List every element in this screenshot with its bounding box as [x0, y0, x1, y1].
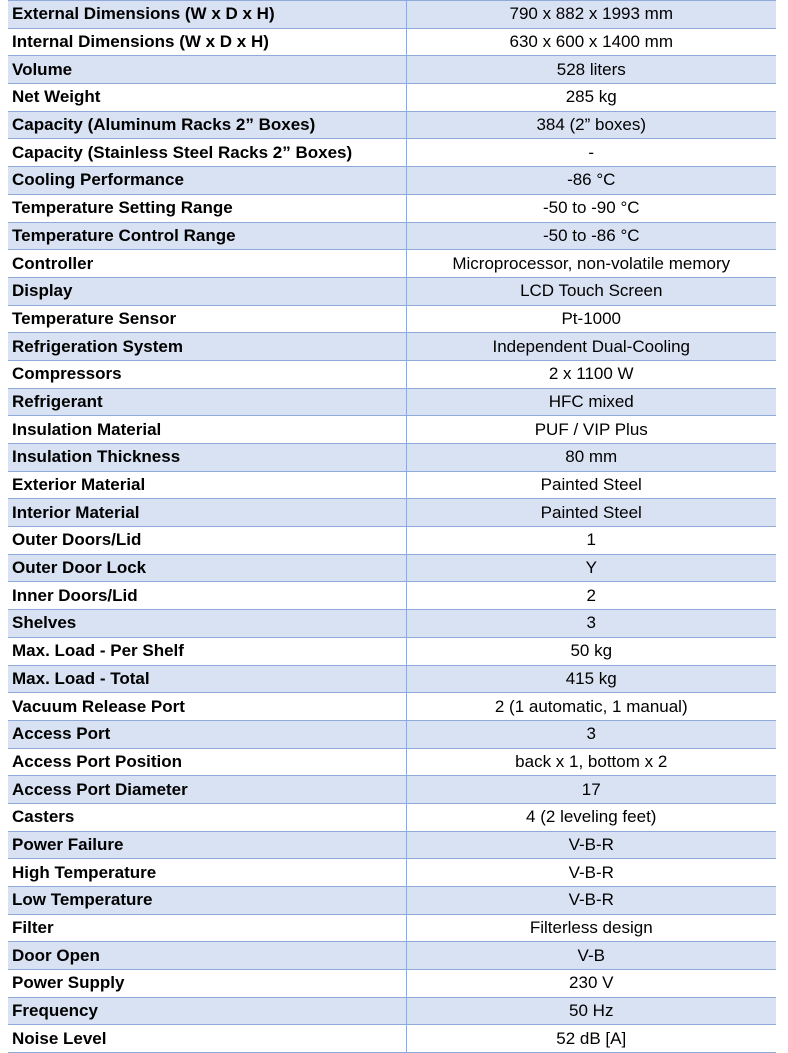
spec-value: 230 V: [406, 970, 776, 998]
table-row: [8, 637, 776, 665]
spec-label: Temperature Sensor: [8, 305, 406, 333]
table-row: [8, 111, 776, 139]
spec-label: Casters: [8, 803, 406, 831]
table-row: [8, 582, 776, 610]
spec-value: 4 (2 leveling feet): [406, 803, 776, 831]
spec-label: Volume: [8, 56, 406, 84]
table-row: [8, 250, 776, 278]
spec-value: V-B-R: [406, 887, 776, 915]
spec-label: Max. Load - Total: [8, 665, 406, 693]
spec-value: PUF / VIP Plus: [406, 416, 776, 444]
spec-value: -50 to -86 °C: [406, 222, 776, 250]
table-row: [8, 1025, 776, 1053]
spec-value: -86 °C: [406, 167, 776, 195]
table-row: [8, 360, 776, 388]
table-row: [8, 914, 776, 942]
spec-label: Access Port Diameter: [8, 776, 406, 804]
spec-label: Power Supply: [8, 970, 406, 998]
table-row: [8, 970, 776, 998]
spec-value: -: [406, 139, 776, 167]
spec-value: Painted Steel: [406, 471, 776, 499]
table-row: [8, 222, 776, 250]
spec-value: 2 x 1100 W: [406, 360, 776, 388]
spec-label: Controller: [8, 250, 406, 278]
spec-value: 2 (1 automatic, 1 manual): [406, 693, 776, 721]
spec-value: V-B: [406, 942, 776, 970]
table-row: [8, 748, 776, 776]
spec-label: Net Weight: [8, 84, 406, 112]
table-row: [8, 997, 776, 1025]
spec-value: 790 x 882 x 1993 mm: [406, 1, 776, 29]
spec-value: 3: [406, 720, 776, 748]
spec-label: Filter: [8, 914, 406, 942]
spec-label: Capacity (Aluminum Racks 2” Boxes): [8, 111, 406, 139]
spec-label: Shelves: [8, 610, 406, 638]
table-row: [8, 388, 776, 416]
table-row: [8, 527, 776, 555]
spec-value: 17: [406, 776, 776, 804]
spec-label: Cooling Performance: [8, 167, 406, 195]
spec-label: Compressors: [8, 360, 406, 388]
spec-label: Capacity (Stainless Steel Racks 2” Boxes): [8, 139, 406, 167]
spec-label: Low Temperature: [8, 887, 406, 915]
table-row: [8, 776, 776, 804]
table-row: [8, 942, 776, 970]
spec-label: Door Open: [8, 942, 406, 970]
table-row: [8, 444, 776, 472]
spec-value: 52 dB [A]: [406, 1025, 776, 1053]
spec-value: back x 1, bottom x 2: [406, 748, 776, 776]
spec-value: 415 kg: [406, 665, 776, 693]
table-row: [8, 305, 776, 333]
spec-label: Refrigerant: [8, 388, 406, 416]
table-row: [8, 471, 776, 499]
table-row: [8, 665, 776, 693]
spec-label: Outer Door Lock: [8, 554, 406, 582]
spec-value: Painted Steel: [406, 499, 776, 527]
spec-value: 80 mm: [406, 444, 776, 472]
table-row: [8, 499, 776, 527]
spec-value: HFC mixed: [406, 388, 776, 416]
spec-label: Noise Level: [8, 1025, 406, 1053]
spec-label: High Temperature: [8, 859, 406, 887]
spec-label: Inner Doors/Lid: [8, 582, 406, 610]
spec-label: Vacuum Release Port: [8, 693, 406, 721]
spec-label: Power Failure: [8, 831, 406, 859]
spec-value: 285 kg: [406, 84, 776, 112]
spec-value: 50 Hz: [406, 997, 776, 1025]
spec-value: 1: [406, 527, 776, 555]
spec-value: Y: [406, 554, 776, 582]
table-row: [8, 277, 776, 305]
spec-value: V-B-R: [406, 859, 776, 887]
table-row: [8, 720, 776, 748]
table-row: [8, 1, 776, 29]
spec-label: External Dimensions (W x D x H): [8, 1, 406, 29]
table-row: [8, 28, 776, 56]
spec-value: LCD Touch Screen: [406, 277, 776, 305]
spec-label: Display: [8, 277, 406, 305]
spec-label: Interior Material: [8, 499, 406, 527]
table-row: [8, 84, 776, 112]
spec-value: 2: [406, 582, 776, 610]
spec-value: -50 to -90 °C: [406, 194, 776, 222]
spec-value: V-B-R: [406, 831, 776, 859]
table-row: [8, 859, 776, 887]
spec-label: Access Port: [8, 720, 406, 748]
spec-label: Refrigeration System: [8, 333, 406, 361]
table-row: [8, 831, 776, 859]
spec-value: Pt-1000: [406, 305, 776, 333]
spec-value: Independent Dual-Cooling: [406, 333, 776, 361]
table-row: [8, 139, 776, 167]
spec-value: 528 liters: [406, 56, 776, 84]
spec-value: 50 kg: [406, 637, 776, 665]
spec-table: [8, 0, 776, 1053]
spec-value: Filterless design: [406, 914, 776, 942]
table-row: [8, 693, 776, 721]
spec-label: Insulation Thickness: [8, 444, 406, 472]
table-row: [8, 887, 776, 915]
table-row: [8, 416, 776, 444]
table-row: [8, 803, 776, 831]
table-row: [8, 333, 776, 361]
spec-label: Insulation Material: [8, 416, 406, 444]
spec-label: Internal Dimensions (W x D x H): [8, 28, 406, 56]
spec-value: Microprocessor, non-volatile memory: [406, 250, 776, 278]
spec-value: 630 x 600 x 1400 mm: [406, 28, 776, 56]
table-row: [8, 167, 776, 195]
spec-table-body: [8, 1, 776, 1053]
table-row: [8, 610, 776, 638]
table-row: [8, 554, 776, 582]
spec-label: Exterior Material: [8, 471, 406, 499]
spec-label: Max. Load - Per Shelf: [8, 637, 406, 665]
table-row: [8, 194, 776, 222]
spec-label: Temperature Setting Range: [8, 194, 406, 222]
table-row: [8, 56, 776, 84]
spec-label: Access Port Position: [8, 748, 406, 776]
spec-label: Frequency: [8, 997, 406, 1025]
spec-label: Temperature Control Range: [8, 222, 406, 250]
spec-value: 3: [406, 610, 776, 638]
spec-label: Outer Doors/Lid: [8, 527, 406, 555]
spec-value: 384 (2” boxes): [406, 111, 776, 139]
